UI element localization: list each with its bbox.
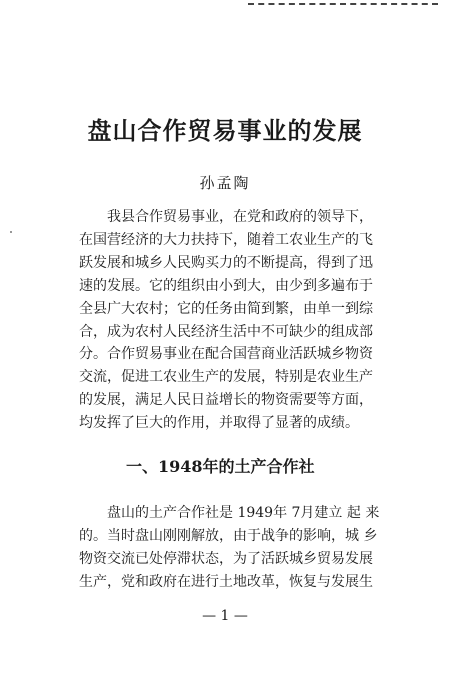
section-paragraph bbox=[79, 502, 419, 594]
text-line: 物资交流已处停滞状态，为了活跃城乡贸易发展 bbox=[79, 550, 373, 567]
author-name: 孙孟陶 bbox=[199, 174, 251, 192]
text-line: 的发展，满足人民日益增长的物资需要等方面， bbox=[79, 392, 373, 409]
margin-speck bbox=[10, 231, 12, 233]
text-line: 生产，党和政府在进行土地改革，恢复与发展生 bbox=[79, 573, 373, 590]
top-edge-rule bbox=[248, 3, 438, 5]
text-line: 我县合作贸易事业，在党和政府的领导下， bbox=[107, 209, 373, 225]
text-line: 速的发展。它的组织由小到大，由少到多遍布于 bbox=[79, 277, 373, 294]
text-line: 在国营经济的大力扶持下，随着工农业生产的飞 bbox=[79, 231, 373, 248]
section-heading: 一、1948年的土产合作社 bbox=[126, 457, 315, 476]
text-line: 均发挥了巨大的作用，并取得了显著的成绩。 bbox=[79, 415, 359, 432]
intro-paragraph bbox=[79, 206, 419, 435]
text-line: 交流，促进工农业生产的发展，特别是农业生产 bbox=[79, 369, 373, 386]
text-line: 的。当时盘山刚刚解放，由于战争的影响，城 乡 bbox=[79, 527, 378, 544]
text-line: 盘山的土产合作社是 1949年 7月建立 起 来 bbox=[107, 505, 380, 521]
text-line: 分。合作贸易事业在配合国营商业活跃城乡物资 bbox=[79, 346, 373, 363]
text-line: 跃发展和城乡人民购买力的不断提高，得到了迅 bbox=[79, 254, 373, 271]
text-line: 全县广大农村；它的任务由简到繁，由单一到综 bbox=[79, 300, 373, 317]
page-number: — 1 — bbox=[202, 608, 248, 624]
text-line: 合，成为农村人民经济生活中不可缺少的组成部 bbox=[79, 323, 373, 340]
article-title: 盘山合作贸易事业的发展 bbox=[87, 116, 363, 145]
